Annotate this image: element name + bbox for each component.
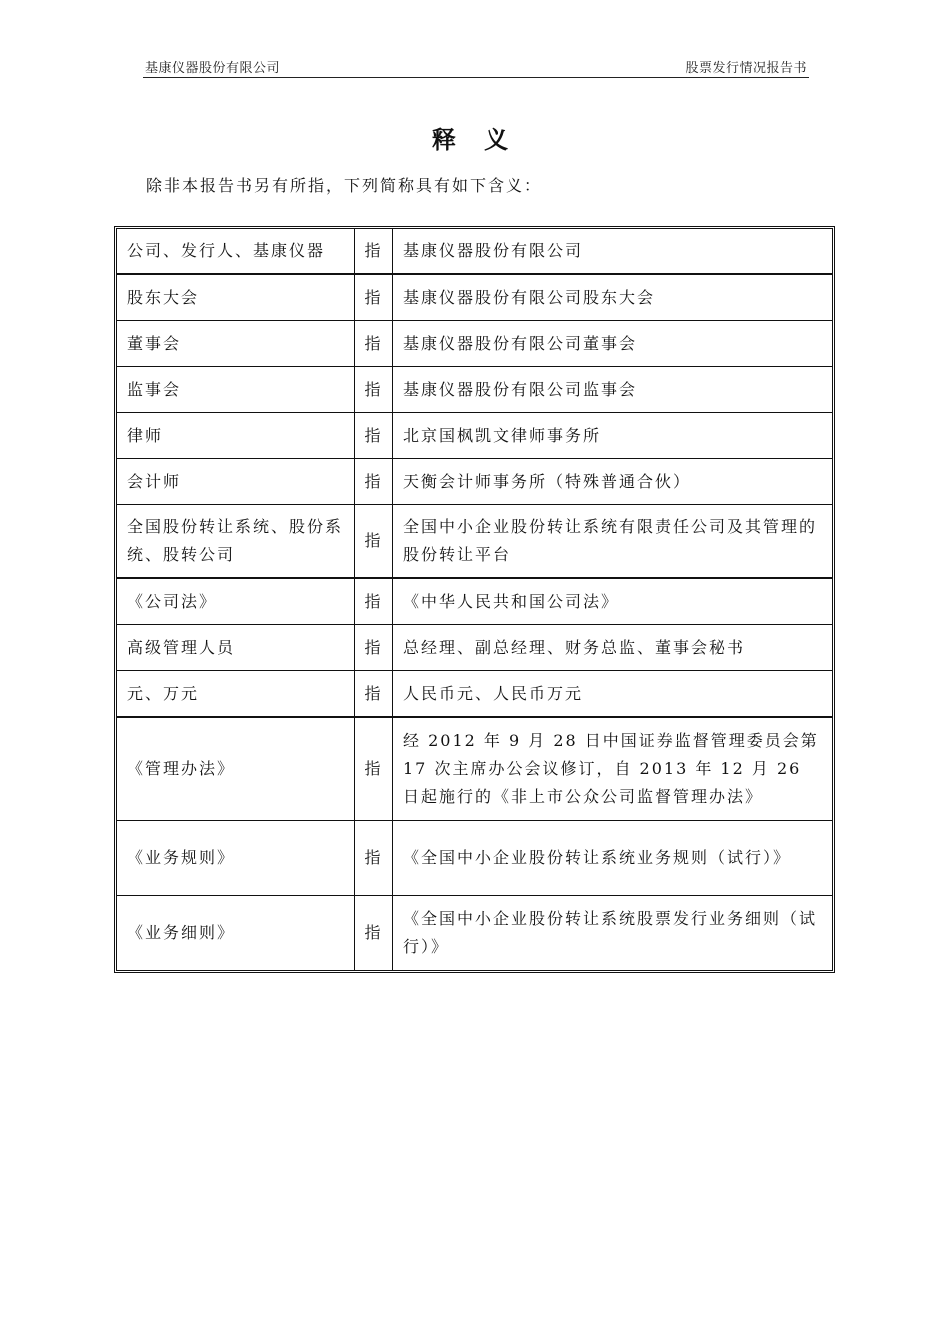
section-title: 释 义 xyxy=(431,125,519,154)
meaning-cell: 天衡会计师事务所（特殊普通合伙） xyxy=(393,459,832,505)
term-cell: 《业务细则》 xyxy=(117,896,355,970)
term-cell: 《管理办法》 xyxy=(117,718,355,821)
zhi-cell: 指 xyxy=(355,718,393,821)
table-row xyxy=(117,505,832,579)
page-header xyxy=(143,55,809,78)
zhi-cell: 指 xyxy=(355,229,393,275)
meaning-cell: 《全国中小企业股份转让系统股票发行业务细则（试行）》 xyxy=(403,909,818,956)
zhi-cell: 指 xyxy=(355,579,393,625)
table-row xyxy=(117,367,832,413)
term-cell: 股东大会 xyxy=(117,275,355,321)
definitions-table xyxy=(114,226,835,973)
meaning-cell: 经 2012 年 9 月 28 日中国证券监督管理委员会第 17 次主席办公会议修订，自 2013 年 12 月 26 日起施行的《非上市公众公司监督管理办法》 xyxy=(393,718,832,821)
zhi-cell: 指 xyxy=(355,275,393,321)
term-cell: 律师 xyxy=(117,413,355,459)
zhi-cell: 指 xyxy=(355,459,393,505)
meaning-cell: 《中华人民共和国公司法》 xyxy=(393,579,832,625)
term-cell: 董事会 xyxy=(117,321,355,367)
table-row xyxy=(117,579,832,625)
header-company: 基康仪器股份有限公司 xyxy=(145,61,281,76)
zhi-cell: 指 xyxy=(355,896,393,970)
term-cell: 公司、发行人、基康仪器 xyxy=(117,229,355,275)
meaning-cell: 全国中小企业股份转让系统有限责任公司及其管理的股份转让平台 xyxy=(393,505,832,579)
table-row xyxy=(117,459,832,505)
term-cell: 高级管理人员 xyxy=(117,625,355,671)
zhi-cell: 指 xyxy=(355,505,393,579)
term-cell: 全国股份转让系统、股份系统、股转公司 xyxy=(117,505,355,579)
zhi-cell: 指 xyxy=(355,321,393,367)
intro-text: 除非本报告书另有所指，下列简称具有如下含义： xyxy=(146,176,543,195)
table-row xyxy=(117,275,832,321)
table-row xyxy=(117,321,832,367)
meaning-cell: 人民币元、人民币万元 xyxy=(393,671,832,718)
term-cell: 《公司法》 xyxy=(117,579,355,625)
meaning-cell: 《全国中小企业股份转让系统业务规则（试行）》 xyxy=(393,821,832,896)
zhi-cell: 指 xyxy=(355,367,393,413)
table-row xyxy=(117,821,832,896)
term-cell: 《业务规则》 xyxy=(117,821,355,896)
term-cell: 会计师 xyxy=(117,459,355,505)
zhi-cell: 指 xyxy=(355,821,393,896)
meaning-cell: 基康仪器股份有限公司股东大会 xyxy=(393,275,832,321)
term-cell: 元、万元 xyxy=(117,671,355,718)
table-row xyxy=(117,718,832,821)
meaning-cell: 基康仪器股份有限公司监事会 xyxy=(393,367,832,413)
meaning-cell: 基康仪器股份有限公司董事会 xyxy=(393,321,832,367)
header-doc-title: 股票发行情况报告书 xyxy=(685,61,807,76)
zhi-cell: 指 xyxy=(355,413,393,459)
zhi-cell: 指 xyxy=(355,671,393,718)
term-cell: 监事会 xyxy=(117,367,355,413)
table-row xyxy=(117,413,832,459)
table-row xyxy=(117,896,832,970)
meaning-cell: 基康仪器股份有限公司 xyxy=(393,229,832,275)
table-row xyxy=(117,625,832,671)
table-row xyxy=(117,229,832,275)
table-row xyxy=(117,671,832,718)
meaning-cell: 北京国枫凯文律师事务所 xyxy=(393,413,832,459)
meaning-cell: 总经理、副总经理、财务总监、董事会秘书 xyxy=(393,625,832,671)
zhi-cell: 指 xyxy=(355,625,393,671)
